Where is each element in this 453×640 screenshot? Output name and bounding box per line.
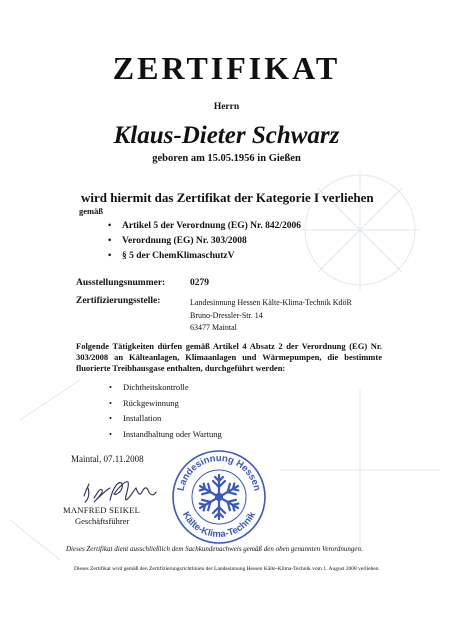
birth-info: geboren am 15.05.1956 in Gießen bbox=[152, 153, 301, 164]
place-date: Maintal, 07.11.2008 bbox=[71, 454, 144, 464]
signatory-name: MANFRED SEIKEL bbox=[63, 505, 141, 515]
seal-bottom-text: Kälte-Klima-Technik bbox=[179, 509, 259, 541]
certifier-line: Bruno-Dressler-Str. 14 bbox=[190, 310, 263, 320]
regulation-text: § 5 der ChemKlimaschutzV bbox=[122, 251, 235, 261]
certifier-line: Landesinnung Hessen Kälte-Klima-Technik KdöR bbox=[190, 298, 352, 307]
issue-number-label: Ausstellungsnummer: bbox=[76, 278, 166, 288]
certifier-label: Zertifizierungsstelle: bbox=[76, 296, 161, 306]
issue-number-value: 0279 bbox=[190, 278, 209, 288]
gemaess-label: gemäß bbox=[79, 206, 104, 216]
bullet-icon: • bbox=[108, 236, 112, 246]
regulation-text: Verordnung (EG) Nr. 303/2008 bbox=[122, 236, 247, 246]
bullet-icon: • bbox=[108, 221, 112, 231]
bullet-icon: • bbox=[109, 428, 112, 439]
signature-image bbox=[80, 476, 160, 508]
salutation: Herrn bbox=[213, 102, 240, 112]
certificate-title: ZERTIFIKAT bbox=[112, 50, 341, 86]
snowflake-icon bbox=[197, 475, 241, 519]
activity-text: Dichtheitskontrolle bbox=[123, 382, 189, 392]
list-item bbox=[109, 380, 222, 396]
italic-note: Dieses Zertifikat dient ausschließlich dem Sachkundenachweis gemäß den oben genannten Verordnungen. bbox=[66, 545, 363, 553]
bullet-icon: • bbox=[108, 251, 112, 261]
list-item bbox=[109, 427, 222, 443]
activity-text: Rückgewinnung bbox=[123, 397, 179, 408]
list-item bbox=[109, 396, 222, 412]
activities-list bbox=[109, 380, 222, 442]
list-item bbox=[108, 249, 301, 264]
seal-top-text: Landesinnung Hessen bbox=[175, 452, 263, 493]
certificate-headline: wird hiermit das Zertifikat der Kategorie I verliehen bbox=[81, 190, 374, 205]
certifier-address bbox=[190, 297, 352, 335]
activities-paragraph: Folgende Tätigkeiten dürfen gemäß Artikel 4 Absatz 2 der Verordnung (EG) Nr. 303/2008 an Kälteanlagen, Klimaanlagen und Wärmepumpen, die bestimmte fluorierte Treibhausgase enthalten, durchgeführt werden: bbox=[76, 341, 382, 373]
list-item bbox=[108, 234, 301, 249]
fine-print-note: Dieses Zertifikat wird gemäß den Zertifizierungsrichtlinien der Landesinnung Hessen Kälte-Klima-Technik vom 1. August 2008 verliehen bbox=[74, 566, 379, 572]
bullet-icon: • bbox=[109, 382, 112, 392]
seal-stamp bbox=[170, 448, 268, 546]
regulation-text: Artikel 5 der Verordnung (EG) Nr. 842/2006 bbox=[122, 221, 302, 231]
activity-text: Instandhaltung oder Wartung bbox=[123, 428, 222, 439]
recipient-name: Klaus-Dieter Schwarz bbox=[113, 122, 340, 149]
regulation-list bbox=[108, 219, 301, 264]
bullet-icon: • bbox=[109, 413, 112, 423]
activity-text: Installation bbox=[123, 413, 162, 423]
list-item bbox=[109, 411, 222, 427]
certifier-line: 63477 Maintal bbox=[190, 323, 237, 332]
signatory-role: Geschäftsführer bbox=[75, 516, 130, 526]
bullet-icon: • bbox=[109, 397, 112, 408]
list-item bbox=[108, 219, 301, 234]
